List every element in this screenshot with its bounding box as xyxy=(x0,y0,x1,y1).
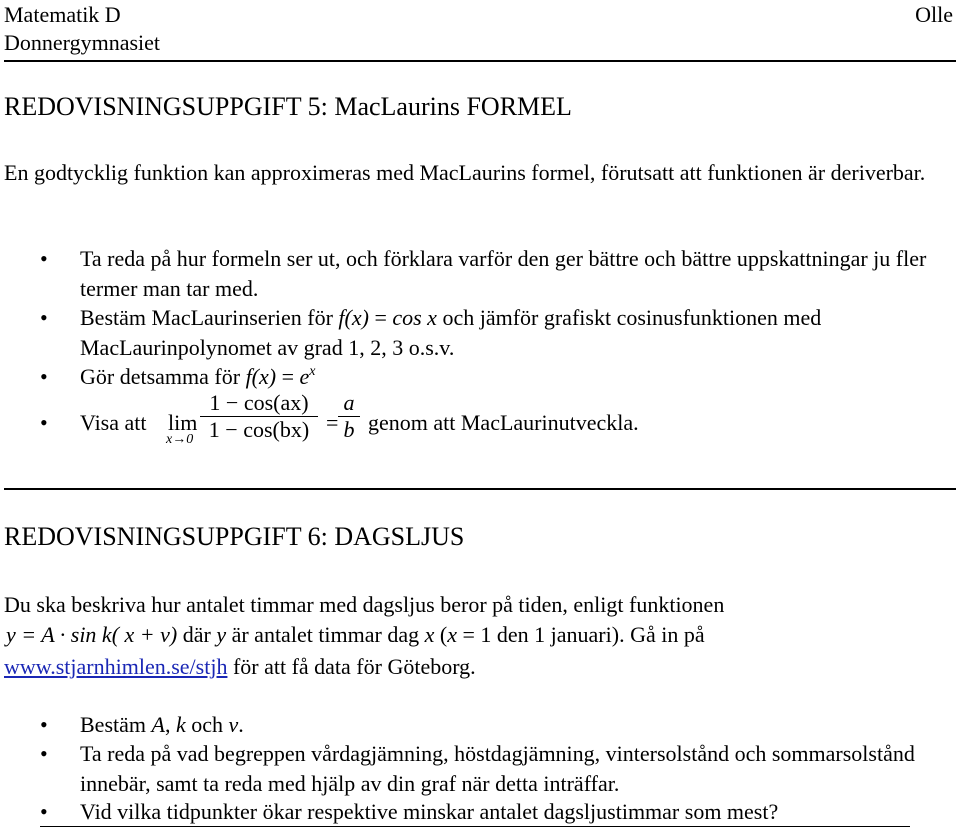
lim-denominator: 1 − cos(bx) xyxy=(208,417,310,442)
section-divider xyxy=(4,488,956,490)
lim-equals: = xyxy=(326,410,339,435)
bullet-icon: • xyxy=(40,246,48,271)
lim-fraction xyxy=(200,390,318,443)
student-name: Olle xyxy=(915,2,953,27)
task6-bullet-2-text: Ta reda på vad begreppen vårdagjämning, höstdagjämning, vintersolstånd och sommarsolstånd innebär, samt ta reda med hjälp av din graf när detta inträffar. xyxy=(80,741,915,796)
footer-divider xyxy=(40,826,910,827)
task5-bullet-3-text: Gör detsamma för $f(x) = e^x$ xyxy=(80,364,316,389)
task5-bullet-4-lead: Visa att xyxy=(80,410,147,435)
bullet-icon: • xyxy=(40,364,48,389)
bullet-icon: • xyxy=(40,305,48,330)
task6-bullet-3-text: Vid vilka tidpunkter ökar respektive minskar antalet dagsljustimmar som mest? xyxy=(80,799,779,824)
ratio-numerator: a xyxy=(343,390,355,415)
daylight-formula: y = A · sin k( x + v) xyxy=(6,622,178,647)
bullet-icon: • xyxy=(40,799,48,824)
lim-numerator: 1 − cos(ax) xyxy=(209,390,309,415)
task5-bullet-2-text: Bestäm MacLaurinserien för f(x) = cos x och jämför grafiskt cosinusfunktionen med MacLaurinpolynomet av grad 1, 2, 3 o.s.v. xyxy=(80,305,822,360)
task5-intro: En godtycklig funktion kan approximeras med MacLaurins formel, förutsatt att funktionen är deriverbar. xyxy=(4,160,926,185)
ratio-fraction xyxy=(338,390,360,443)
task6-link-line: www.stjarnhimlen.se/stjh för att få data för Göteborg. xyxy=(4,654,476,679)
task5-title: REDOVISNINGSUPPGIFT 5: MacLaurins FORMEL xyxy=(4,92,572,121)
task6-bullet-1-text: Bestäm A, k och v. xyxy=(80,712,244,737)
bullet-icon: • xyxy=(40,410,48,435)
task6-intro: Du ska beskriva hur antalet timmar med dagsljus beror på tiden, enligt funktionen xyxy=(4,592,725,617)
task5-bullet-4-tail: genom att MacLaurinutveckla. xyxy=(368,410,639,435)
course-label: Matematik D xyxy=(4,2,121,27)
bullet-icon: • xyxy=(40,741,48,766)
bullet-icon: • xyxy=(40,712,48,737)
lim-subscript: x→0 xyxy=(166,432,194,447)
ratio-denominator: b xyxy=(343,417,355,442)
lim-text: lim xyxy=(168,410,198,435)
task6-title: REDOVISNINGSUPPGIFT 6: DAGSLJUS xyxy=(4,522,465,551)
stjarnhimlen-link[interactable]: www.stjarnhimlen.se/stjh xyxy=(4,654,228,679)
header-divider xyxy=(4,60,956,62)
task6-formula-line: y = A · sin k( x + v) där y är antalet timmar dag x (x = 1 den 1 januari). Gå in på xyxy=(6,622,705,647)
school-label: Donnergymnasiet xyxy=(4,30,161,55)
task5-bullet-1-text: Ta reda på hur formeln ser ut, och förklara varför den ger bättre och bättre uppskattningar ju fler termer man tar med. xyxy=(80,246,927,301)
